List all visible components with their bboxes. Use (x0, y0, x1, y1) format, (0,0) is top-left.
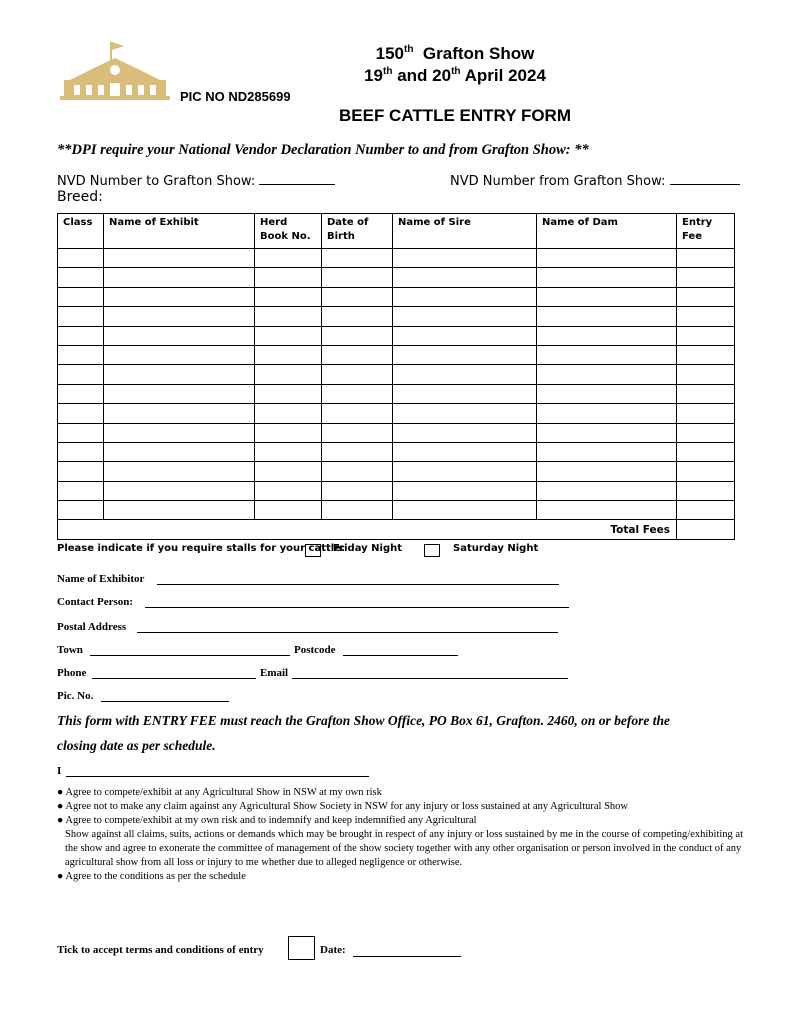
entry-cell[interactable] (677, 404, 735, 423)
entry-cell[interactable] (393, 307, 537, 326)
email-field[interactable] (292, 678, 568, 679)
entry-cell[interactable] (322, 326, 393, 345)
agree-name-field[interactable] (66, 776, 369, 777)
col-header-class: Class (58, 214, 104, 249)
term-item: ● Agree not to make any claim against any Agricultural Show Society in NSW for any injury or loss sustained at any Agricultural Show (57, 801, 629, 812)
entry-cell[interactable] (537, 501, 677, 520)
entry-cell[interactable] (58, 404, 104, 423)
entry-cell[interactable] (58, 442, 104, 461)
entry-cell[interactable] (677, 442, 735, 461)
postal-field[interactable] (137, 632, 558, 633)
exhibitor-field[interactable] (157, 584, 559, 585)
entry-cell[interactable] (255, 501, 322, 520)
table-row (58, 384, 735, 403)
entry-cell[interactable] (677, 462, 735, 481)
date-and: and (397, 66, 428, 85)
col-header-exhibit: Name of Exhibit (104, 214, 255, 249)
nvd-to-row (57, 172, 335, 189)
nvd-to-label: NVD Number to Grafton Show: (57, 174, 256, 189)
entry-cell[interactable] (104, 462, 255, 481)
entry-cell[interactable] (255, 326, 322, 345)
table-row (58, 501, 735, 520)
entry-cell[interactable] (537, 345, 677, 364)
entry-cell[interactable] (104, 442, 255, 461)
friday-night-label: Friday Night (333, 543, 403, 554)
entry-cell[interactable] (58, 345, 104, 364)
entry-cell[interactable] (393, 481, 537, 500)
terms-list (57, 786, 747, 884)
entry-cell[interactable] (322, 404, 393, 423)
term-item: ● Agree to compete/exhibit at any Agricultural Show in NSW at my own risk (57, 787, 382, 798)
entry-cell[interactable] (58, 423, 104, 442)
entry-cell[interactable] (537, 384, 677, 403)
total-fees-cell[interactable] (677, 520, 735, 539)
phone-field[interactable] (92, 678, 256, 679)
table-row (58, 345, 735, 364)
dpi-notice: **DPI require your National Vendor Declaration Number to and from Grafton Show: ** (57, 142, 589, 158)
postcode-field[interactable] (343, 655, 458, 656)
entry-cell[interactable] (393, 249, 537, 268)
entry-cell[interactable] (255, 384, 322, 403)
entry-cell[interactable] (104, 384, 255, 403)
entry-cell[interactable] (393, 501, 537, 520)
postcode-label: Postcode (294, 644, 336, 656)
nvd-from-field[interactable] (670, 172, 740, 185)
table-row (58, 365, 735, 384)
entry-cell[interactable] (255, 307, 322, 326)
date-month-year: April 2024 (464, 66, 546, 85)
entry-cell[interactable] (58, 307, 104, 326)
entry-cell[interactable] (104, 501, 255, 520)
date-field[interactable] (353, 956, 461, 957)
entry-cell[interactable] (677, 287, 735, 306)
entry-cell[interactable] (537, 442, 677, 461)
entry-cell[interactable] (58, 249, 104, 268)
grafton-show-logo (60, 40, 170, 102)
term-4-text: Agree to the conditions as per the schedule (65, 871, 246, 882)
entry-cell[interactable] (322, 423, 393, 442)
entry-cell[interactable] (537, 423, 677, 442)
breed-label: Breed: (57, 189, 103, 205)
entry-cell[interactable] (393, 326, 537, 345)
entry-cell[interactable] (58, 384, 104, 403)
date-day2: 20 (432, 66, 452, 85)
total-row (58, 520, 735, 539)
nvd-from-label: NVD Number from Grafton Show: (450, 174, 666, 189)
pic-no-field[interactable] (101, 701, 229, 702)
table-row (58, 268, 735, 287)
contact-label: Contact Person: (57, 596, 134, 608)
table-row (58, 307, 735, 326)
entry-cell[interactable] (58, 365, 104, 384)
phone-label: Phone (57, 667, 87, 679)
table-row (58, 287, 735, 306)
entry-cell[interactable] (58, 481, 104, 500)
entry-cell[interactable] (104, 481, 255, 500)
entry-cell[interactable] (104, 423, 255, 442)
col-header-herd-book: Herd Book No. (255, 214, 322, 249)
entry-cell[interactable] (104, 345, 255, 364)
date-day1-suffix: th (383, 66, 393, 77)
entry-cell[interactable] (322, 481, 393, 500)
entry-cell[interactable] (393, 384, 537, 403)
table-header-row (58, 214, 735, 249)
tick-accept-label: Tick to accept terms and conditions of entry (57, 944, 264, 956)
table-row (58, 423, 735, 442)
table-row (58, 442, 735, 461)
saturday-night-label: Saturday Night (453, 543, 539, 554)
entry-cell[interactable] (255, 249, 322, 268)
entry-cell[interactable] (537, 462, 677, 481)
show-number-suffix: th (404, 44, 414, 55)
entry-cell[interactable] (537, 481, 677, 500)
entry-cell[interactable] (255, 345, 322, 364)
table-row (58, 481, 735, 500)
entry-cell[interactable] (677, 307, 735, 326)
entry-cell[interactable] (322, 287, 393, 306)
entry-cell[interactable] (677, 268, 735, 287)
entry-cell[interactable] (393, 365, 537, 384)
entry-cell[interactable] (58, 326, 104, 345)
nvd-from-row (450, 172, 740, 189)
entry-cell[interactable] (255, 462, 322, 481)
entry-cell[interactable] (393, 268, 537, 287)
entry-cell[interactable] (255, 268, 322, 287)
entry-cell[interactable] (537, 365, 677, 384)
entry-cell[interactable] (322, 462, 393, 481)
closing-notice-line1: This form with ENTRY FEE must reach the Grafton Show Office, PO Box 61, Grafton. 2460, on or before the (57, 713, 670, 728)
date-day2-suffix: th (451, 66, 461, 77)
pic-number: PIC NO ND285699 (180, 89, 291, 104)
entry-cell[interactable] (104, 326, 255, 345)
entry-cell[interactable] (677, 384, 735, 403)
pic-no-label: Pic. No. (57, 690, 94, 702)
entry-cell[interactable] (58, 462, 104, 481)
col-header-dam: Name of Dam (537, 214, 677, 249)
term-3-continuation: Show against all claims, suits, actions or demands which may be brought in respect of any injury or loss sustained by me in the course of competing/exhibiting at the show and agree to exonerate the committee of management of the show society together with any other organisation or person involved in the conduct of any agricultural show from all loss or injury to me whether due to alleged negligence or otherwise. (65, 829, 743, 868)
entry-cell[interactable] (255, 481, 322, 500)
entry-cell[interactable] (677, 249, 735, 268)
entry-cell[interactable] (104, 268, 255, 287)
term-3-text: Agree to compete/exhibit at my own risk and to indemnify and keep indemnified any Agricultural (65, 815, 477, 826)
entry-cell[interactable] (537, 268, 677, 287)
accept-terms-checkbox[interactable] (288, 936, 315, 960)
entry-cell[interactable] (537, 326, 677, 345)
entry-cell[interactable] (677, 326, 735, 345)
entry-cell[interactable] (537, 307, 677, 326)
email-label: Email (260, 667, 289, 679)
closing-notice-line2: closing date as per schedule. (57, 738, 216, 753)
entry-cell[interactable] (393, 423, 537, 442)
contact-field[interactable] (145, 607, 569, 608)
term-2-text: Agree not to make any claim against any Agricultural Show Society in NSW for any injury or loss sustained at any Agricultural Show (65, 801, 629, 812)
entry-cell[interactable] (677, 365, 735, 384)
town-label: Town (57, 644, 83, 656)
term-1-text: Agree to compete/exhibit at any Agricultural Show in NSW at my own risk (65, 787, 382, 798)
entry-cell[interactable] (255, 365, 322, 384)
entry-cell[interactable] (322, 307, 393, 326)
stalls-prompt: Please indicate if you require stalls for your cattle: (57, 543, 345, 554)
col-header-dob: Date of Birth (322, 214, 393, 249)
show-name: Grafton Show (422, 44, 535, 63)
entries-body (58, 249, 735, 540)
entry-cell[interactable] (537, 404, 677, 423)
entry-cell[interactable] (104, 249, 255, 268)
friday-night-checkbox[interactable] (305, 544, 321, 557)
entries-table (57, 213, 735, 540)
table-row (58, 326, 735, 345)
entry-cell[interactable] (393, 442, 537, 461)
entry-cell[interactable] (322, 442, 393, 461)
entry-cell[interactable] (393, 404, 537, 423)
entry-cell[interactable] (58, 501, 104, 520)
town-field[interactable] (90, 655, 290, 656)
entry-cell[interactable] (322, 249, 393, 268)
form-title: BEEF CATTLE ENTRY FORM (338, 106, 571, 125)
table-row (58, 249, 735, 268)
saturday-night-checkbox[interactable] (424, 544, 440, 557)
entry-cell[interactable] (322, 345, 393, 364)
entry-cell[interactable] (322, 384, 393, 403)
entry-cell[interactable] (677, 423, 735, 442)
entry-cell[interactable] (104, 365, 255, 384)
entry-cell[interactable] (393, 345, 537, 364)
table-row (58, 462, 735, 481)
show-title (300, 44, 610, 64)
exhibitor-label: Name of Exhibitor (57, 573, 145, 585)
entry-cell[interactable] (677, 345, 735, 364)
entry-cell[interactable] (104, 307, 255, 326)
show-number: 150 (375, 44, 404, 63)
table-row (58, 404, 735, 423)
entry-cell[interactable] (58, 287, 104, 306)
entry-cell[interactable] (104, 287, 255, 306)
entry-cell[interactable] (255, 287, 322, 306)
nvd-to-field[interactable] (259, 172, 335, 185)
term-item: ● Agree to compete/exhibit at my own risk and to indemnify and keep indemnified any Agricultural (57, 815, 477, 826)
entry-cell[interactable] (537, 249, 677, 268)
entry-cell[interactable] (104, 404, 255, 423)
entry-cell[interactable] (255, 404, 322, 423)
entry-cell[interactable] (255, 442, 322, 461)
entry-cell[interactable] (393, 462, 537, 481)
date-day1: 19 (364, 66, 384, 85)
entry-cell[interactable] (322, 365, 393, 384)
entry-cell[interactable] (677, 481, 735, 500)
entry-cell[interactable] (255, 423, 322, 442)
entry-cell[interactable] (322, 268, 393, 287)
entry-cell[interactable] (322, 501, 393, 520)
entry-cell[interactable] (537, 287, 677, 306)
term-item: ● Agree to the conditions as per the schedule (57, 871, 246, 882)
show-dates (300, 66, 610, 86)
agree-name-prefix: I (57, 765, 62, 777)
date-label: Date: (320, 944, 346, 956)
col-header-sire: Name of Sire (393, 214, 537, 249)
total-fees-label: Total Fees (58, 520, 677, 539)
entry-cell[interactable] (58, 268, 104, 287)
entry-cell[interactable] (677, 501, 735, 520)
postal-label: Postal Address (57, 621, 127, 633)
entry-cell[interactable] (393, 287, 537, 306)
col-header-entry-fee: Entry Fee (677, 214, 735, 249)
